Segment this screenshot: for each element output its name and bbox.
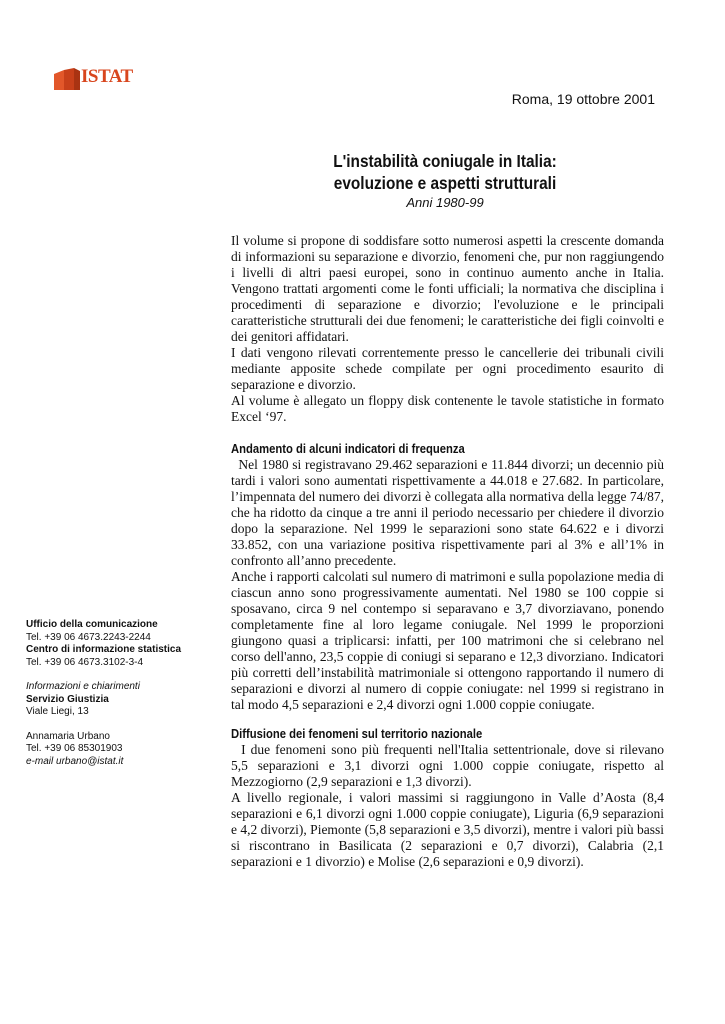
intro-paragraph: Il volume si propone di soddisfare sotto numerosi aspetti la crescente domanda di informazioni su separazione e divorzio, fenomeni che, pur non raggiungendo i livelli di altri paesi europei, sono in continuo aumento anche in Italia. Vengono trattati argomenti come le fonti ufficiali; la normativa che disciplina i procedimenti di separazione e divorzio; l'evoluzione e le principali caratteristiche strutturali dei due fenomeni; le caratteristiche dei figli coinvolti e dei genitori affidatari. — [231, 233, 664, 344]
contact-name: Annamaria Urbano — [26, 730, 110, 742]
main-text — [231, 233, 668, 870]
section2-paragraph: A livello regionale, i valori massimi si raggiungono in Valle d’Aosta (8,4 separazioni e 6,1 divorzi ogni 1.000 coppie coniugate), Liguria (6,9 separazioni e 4,2 divorzi), Piemonte (5,8 separazioni e 3,5 divorzi), mentre i valori più bassi si riscontrano in Basilicata (2 separazioni e 0,7 divorzi), Calabria (2,1 separazioni e 1 divorzio) e Molise (2,6 separazioni e 0,9 divorzi). — [231, 790, 664, 869]
title-line-1: L'instabilità coniugale in Italia: — [333, 151, 557, 171]
section-heading-frequency: Andamento di alcuni indicatori di frequenza — [231, 442, 465, 456]
contact-email[interactable]: e-mail urbano@istat.it — [26, 755, 124, 767]
section2-paragraph: I due fenomeni sono più frequenti nell'Italia settentrionale, dove si rilevano 5,5 separazioni e 3,1 divorzi ogni 1.000 coppie coniugate, rispetto al Mezzogiorno (2,9 separazioni e 1,3 divorzi). — [231, 742, 668, 789]
contact-phone: Tel. +39 06 85301903 — [26, 743, 123, 754]
section-heading-territory: Diffusione dei fenomeni sul territorio nazionale — [231, 727, 483, 741]
document-date: Roma, 19 ottobre 2001 — [511, 91, 655, 107]
istat-logo-text: ISTAT — [81, 66, 133, 87]
center-phone: Tel. +39 06 4673.3102-3-4 — [26, 656, 144, 668]
intro-paragraph: I dati vengono rilevati correntemente presso le cancellerie dei tribunali civili mediante apposite schede compilate per ogni procedimento esaurito di separazione e divorzio. — [231, 345, 664, 392]
title-line-2: evoluzione e aspetti strutturali — [333, 173, 557, 193]
intro-paragraph: Al volume è allegato un floppy disk contenente le tavole statistiche in formato Excel ‘97. — [231, 393, 664, 424]
service-name: Servizio Giustizia — [26, 693, 109, 705]
istat-logo-icon — [54, 68, 80, 90]
contact-sidebar — [26, 619, 206, 768]
istat-logo — [54, 64, 144, 92]
office-phone: Tel. +39 06 4673.2243-2244 — [26, 631, 151, 643]
center-name: Centro di informazione statistica — [26, 644, 182, 655]
info-label: Informazioni e chiarimenti — [26, 681, 140, 692]
section1-paragraph: Anche i rapporti calcolati sul numero di matrimoni e sulla popolazione media di ciascun anno sono progressivamente aumentati. Nel 1980 se 100 coppie si sposavano, circa 9 nel contempo si separavano e 3,7 divorziavano, ponendo completamente fine al loro legame coniugale. Nel 1999 le proporzioni giungono quasi a triplicarsi: infatti, per 100 matrimoni che si celebrano nel corso dell'anno, 23,5 coppie di coniugi si separano e 12,3 divorziano. Indicatori più corretti dell’instabilità matrimoniale si ottengono rapportando il numero di separazioni e divorzi al numero di coppie coniugate: nel 1999 si registrano in tal modo 4,5 separazioni e 2,4 divorzi ogni 1.000 coppie coniugate. — [231, 569, 664, 712]
section1-paragraph: Nel 1980 si registravano 29.462 separazioni e 11.844 divorzi; un decennio più tardi i valori sono aumentati rispettivamente a 44.018 e 27.682. In particolare, l’impennata del numero dei divorzi è collegata alla normativa della legge 74/87, che ha ridotto da cinque a tre anni il periodo necessario per chiedere il divorzio dopo la separazione. Nel 1999 le separazioni sono state 64.622 e i divorzi 33.852, con una variazione positiva rispettivamente pari al 3% e all’1% in confronto all’anno precedente. — [231, 457, 668, 568]
title-block — [230, 150, 660, 211]
title-subtitle: Anni 1980-99 — [406, 195, 484, 210]
office-name: Ufficio della comunicazione — [26, 619, 158, 630]
service-address: Viale Liegi, 13 — [26, 706, 89, 717]
